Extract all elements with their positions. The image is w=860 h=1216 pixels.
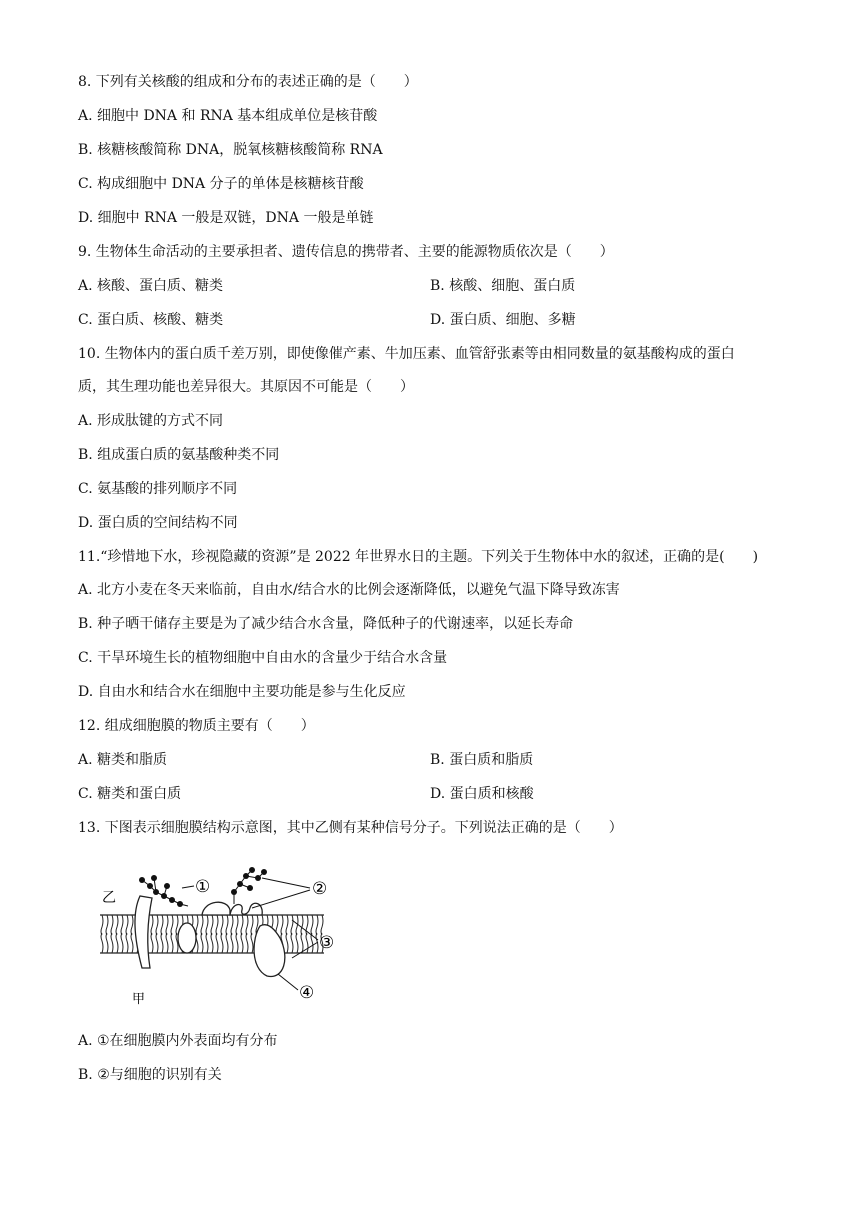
q10-option-d: D. 蛋白质的空间结构不同	[78, 515, 238, 531]
q10-stem-line2: 质，其生理功能也差异很大。其原因不可能是（ ）	[78, 379, 414, 395]
q12-option-d: D. 蛋白质和核酸	[430, 786, 534, 802]
channel-protein	[254, 925, 285, 977]
side-label-bottom: 甲	[132, 991, 146, 1006]
cell-membrane-diagram	[92, 858, 342, 1008]
q12-option-a: A. 糖类和脂质	[78, 752, 168, 768]
q10-stem-line1: 10. 生物体内的蛋白质千差万别，即使像催产素、牛加压素、血管舒张素等由相同数量的氨基酸构成的蛋白	[78, 346, 735, 362]
phospholipid-bilayer	[101, 915, 323, 953]
q8-option-b: B. 核糖核酸简称 DNA，脱氧核糖核酸简称 RNA	[78, 142, 383, 158]
q8-option-c: C. 构成细胞中 DNA 分子的单体是核糖核苷酸	[78, 176, 364, 192]
marker-3: ③	[319, 933, 335, 953]
q9-option-b: B. 核酸、细胞、蛋白质	[430, 278, 576, 294]
q8-option-a: A. 细胞中 DNA 和 RNA 基本组成单位是核苷酸	[78, 108, 378, 124]
q13-stem: 13. 下图表示细胞膜结构示意图，其中乙侧有某种信号分子。下列说法正确的是（ ）	[78, 820, 623, 836]
q12-stem: 12. 组成细胞膜的物质主要有（ ）	[78, 718, 315, 734]
q13-option-a: A. ①在细胞膜内外表面均有分布	[78, 1033, 278, 1049]
q9-stem: 9. 生物体生命活动的主要承担者、遗传信息的携带者、主要的能源物质依次是（ ）	[78, 244, 614, 260]
q10-option-b: B. 组成蛋白质的氨基酸种类不同	[78, 447, 280, 463]
transmembrane-protein	[135, 896, 152, 968]
q12-option-c: C. 糖类和蛋白质	[78, 786, 182, 802]
q11-option-d: D. 自由水和结合水在细胞中主要功能是参与生化反应	[78, 684, 406, 700]
embedded-protein	[178, 923, 196, 953]
q9-option-d: D. 蛋白质、细胞、多糖	[430, 312, 576, 328]
q8-stem: 8. 下列有关核酸的组成和分布的表述正确的是（ ）	[78, 74, 418, 90]
marker-4: ④	[299, 983, 315, 1003]
marker-2: ②	[312, 879, 328, 899]
q10-option-c: C. 氨基酸的排列顺序不同	[78, 481, 238, 497]
surface-protein	[202, 902, 230, 915]
q11-option-b: B. 种子晒干储存主要是为了减少结合水含量，降低种子的代谢速率，以延长寿命	[78, 616, 574, 632]
q10-option-a: A. 形成肽键的方式不同	[78, 413, 224, 429]
q9-option-a: A. 核酸、蛋白质、糖类	[78, 278, 224, 294]
marker-1: ①	[195, 877, 211, 897]
q11-stem: 11.“珍惜地下水，珍视隐藏的资源”是 2022 年世界水日的主题。下列关于生物体中水的叙述，正确的是( )	[78, 549, 759, 565]
side-label-top: 乙	[102, 891, 116, 906]
q9-option-c: C. 蛋白质、核酸、糖类	[78, 312, 224, 328]
q13-option-b: B. ②与细胞的识别有关	[78, 1067, 222, 1083]
q11-option-a: A. 北方小麦在冬天来临前，自由水/结合水的比例会逐渐降低，以避免气温下降导致冻害	[78, 582, 620, 598]
q8-option-d: D. 细胞中 RNA 一般是双链，DNA 一般是单链	[78, 210, 374, 226]
q11-option-c: C. 干旱环境生长的植物细胞中自由水的含量少于结合水含量	[78, 650, 448, 666]
q12-option-b: B. 蛋白质和脂质	[430, 752, 534, 768]
receptor-protein	[230, 903, 262, 915]
